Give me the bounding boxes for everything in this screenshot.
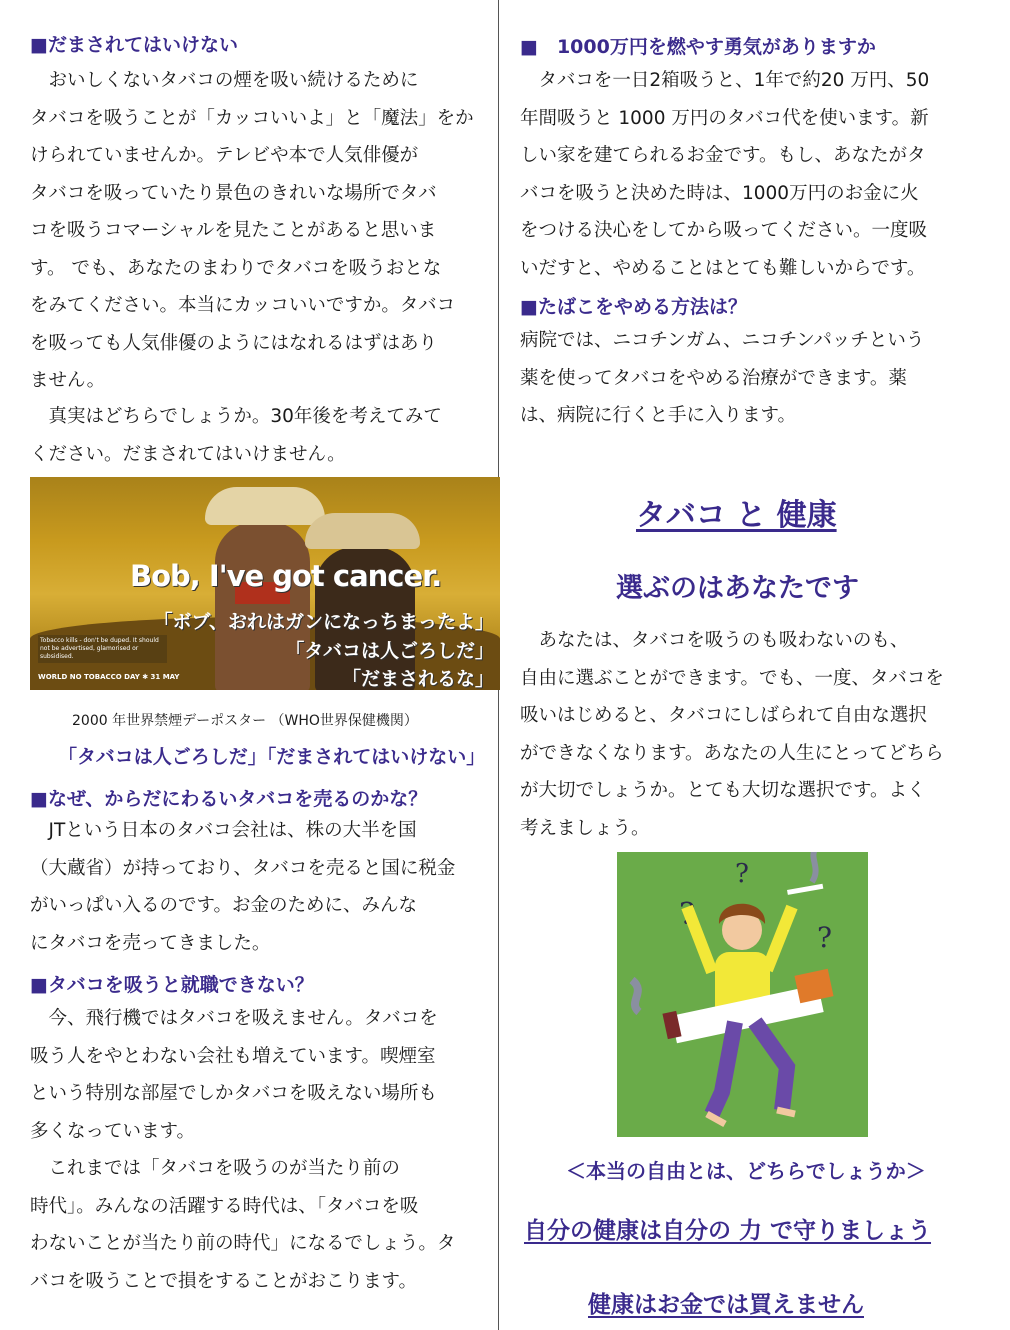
paragraph-jt: JTという日本のタバコ会社は、株の大半を国 （大蔵省）が持っており、タバコを売ると国に税金 がいっぱい入るのです。お金のために、みんな にタバコを売ってきました。 xyxy=(30,820,456,954)
heading-dont-be-fooled: ■だまされてはいけない xyxy=(30,34,238,56)
footer-protect-health: 自分の健康は自分の 力 で守りましょう xyxy=(524,1218,932,1244)
heading-employment: ■タバコを吸うと就職できない？ xyxy=(30,974,314,996)
paragraph-truth: 真実はどちらでしょうか。30年後を考えてみて ください。だまされてはいけません。 xyxy=(30,406,442,465)
footer-health-not-bought: 健康はお金では買えません xyxy=(588,1292,864,1318)
paragraph-magic: おいしくないタバコの煙を吸い続けるために タバコを吸うことが「カッコいいよ」と「魔法」をか けられていませんか。テレビや本で人気俳優が タバコを吸っていたり景色のきれいな場所でタバ コを吸うコマーシャルを見たことがあると思いま す。 でも、あなたのまわりでタバコを吸うおとな をみてください。本当にカッコいいですか。タバコ を吸っても人気俳優のようにはなれるはずはあり ません。 xyxy=(30,70,474,391)
heading-how-to-quit: ■たばこをやめる方法は？ xyxy=(520,296,747,318)
illustration-drawing xyxy=(617,852,868,1137)
heading-why-sell: ■なぜ、からだにわるいタバコを売るのかな？ xyxy=(30,788,428,810)
poster-jp-line-1: 「ボブ、おれはガンになっちまったよ」 xyxy=(153,611,494,633)
leg-right xyxy=(755,1022,787,1110)
poster-english-slogan: Bob, I've got cancer. xyxy=(130,559,442,593)
smoke-wisp xyxy=(812,852,817,882)
poster-small-print: Tobacco kills - don't be duped. It should not be advertised, glamorised or subsidised. xyxy=(38,635,167,663)
question-mark: ? xyxy=(679,897,696,932)
poster-hat-right xyxy=(305,513,420,549)
cigarette-filter xyxy=(794,969,833,1003)
leg-left xyxy=(712,1022,735,1114)
illustration-cigarette-person xyxy=(617,852,868,1137)
heading-10-million-yen: ■ 1000万円を燃やす勇気がありますか xyxy=(520,36,876,58)
question-mark: ? xyxy=(735,859,749,889)
paragraph-era: これまでは「タバコを吸うのが当たり前の 時代」。みんなの活躍する時代は、「タバコを吸 わないことが当たり前の時代」になるでしょう。タ バコを吸うことで損をすることがおこります。 xyxy=(30,1158,456,1292)
foot-left xyxy=(707,1114,725,1124)
paragraph-airplane: 今、飛行機ではタバコを吸えません。タバコを 吸う人をやとわない会社も増えています。喫煙室 という特別な部屋でしかタバコを吸えない場所も 多くなっています。 xyxy=(30,1008,438,1142)
who-poster-image xyxy=(30,477,500,690)
foot-right xyxy=(777,1110,795,1114)
poster-jp-line-3: 「だまされるな」 xyxy=(341,668,494,690)
poster-caption: 2000 年世界禁煙デーポスター （WHO世界保健機関） xyxy=(72,713,418,729)
poster-jp-line-2: 「タバコは人ごろしだ」 xyxy=(285,640,494,662)
arm-right xyxy=(767,907,792,970)
paragraph-cost: タバコを一日2箱吸うと、1年で約20 万円、50 年間吸うと 1000 万円のタバコ代を使います。新 しい家を建てられるお金です。もし、あなたがタ バコを吸うと決めた時は、1000万円のお金に火 をつける決心をしてから吸ってください。一度吸 いだすと、やめることはとても難しいからです。 xyxy=(520,70,930,279)
small-cigarette xyxy=(787,884,823,895)
poster-cowboy-left xyxy=(215,522,310,690)
section-subtitle-your-choice: 選ぶのはあなたです xyxy=(616,573,859,604)
poster-hat-left xyxy=(205,487,325,525)
illustration-caption: ＜本当の自由とは、どちらでしょうか＞ xyxy=(566,1159,926,1183)
smoke-wisp xyxy=(632,980,639,1012)
question-mark: ? xyxy=(817,921,833,954)
poster-slogan: 「タバコは人ごろしだ」「だまされてはいけない」 xyxy=(58,746,486,768)
paragraph-treatment: 病院では、ニコチンガム、ニコチンパッチという 薬を使ってタバコをやめる治療ができます。薬 は、病院に行くと手に入ります。 xyxy=(520,330,925,426)
paragraph-freedom: あなたは、タバコを吸うのも吸わないのも、 自由に選ぶことができます。でも、一度、タバコを 吸いはじめると、タバコにしばられて自由な選択 ができなくなります。あなたの人生にとってどちら が大切でしょうか。とても大切な選択です。よく 考えましょう。 xyxy=(520,630,944,839)
section-title-tobacco-health: タバコ と 健康 xyxy=(636,498,837,533)
arm-left xyxy=(687,907,712,972)
poster-who-label: WORLD NO TOBACCO DAY ✱ 31 MAY xyxy=(38,673,180,681)
